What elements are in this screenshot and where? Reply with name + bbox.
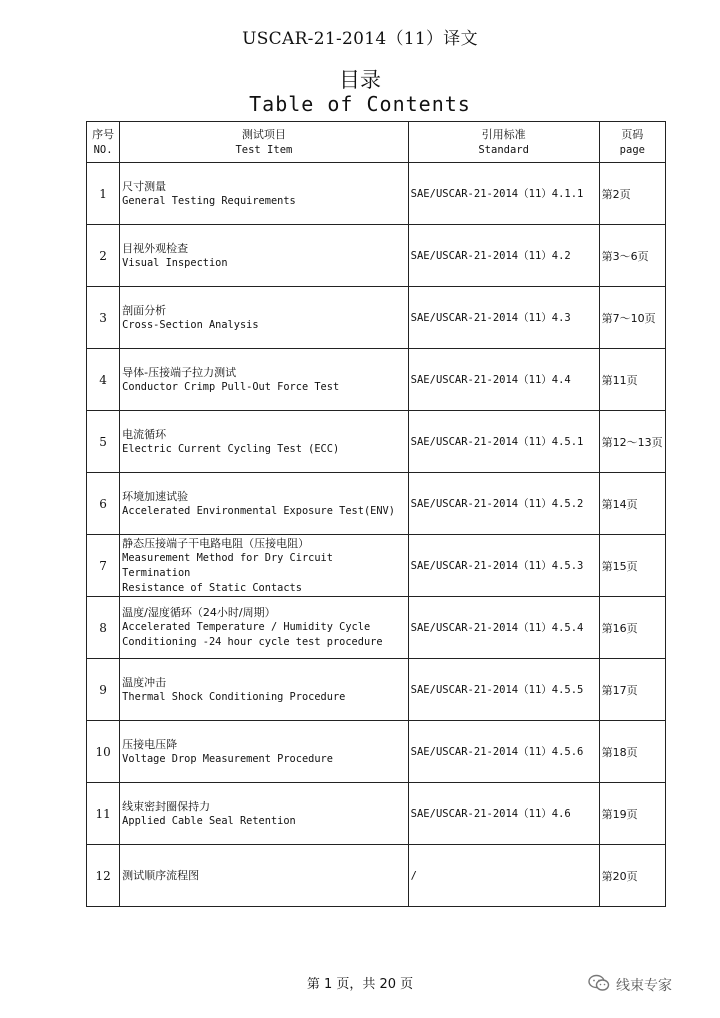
test-item-cn: 导体-压接端子拉力测试: [122, 365, 237, 379]
column-header-en: page: [619, 143, 645, 156]
page-reference: 第16页: [599, 597, 665, 659]
document-header: USCAR-21-2014（11）译文: [242, 29, 478, 49]
wechat-icon: [588, 974, 610, 996]
test-item-en: Visual Inspection: [122, 256, 228, 269]
test-item-en: Cross-Section Analysis: [122, 318, 259, 331]
toc-title-en: Table of Contents: [249, 92, 471, 116]
column-header-en: NO.: [93, 143, 113, 156]
page-reference: 第17页: [599, 659, 665, 721]
toc-header-row: [87, 122, 666, 163]
row-number: 5: [87, 411, 120, 473]
column-header-en: Test Item: [235, 143, 293, 156]
test-item-cn: 温度冲击: [122, 675, 167, 689]
test-item-cn: 静态压接端子干电路电阻（压接电阻）: [122, 536, 310, 550]
page-reference: 第11页: [599, 349, 665, 411]
column-header-no: [87, 122, 120, 163]
column-header-cn: 序号: [92, 127, 115, 141]
toc-row: [87, 163, 666, 225]
page-reference: 第14页: [599, 473, 665, 535]
row-number: 11: [87, 783, 120, 845]
page-reference: 第19页: [599, 783, 665, 845]
test-item-cn: 电流循环: [122, 427, 167, 441]
standard-reference: SAE/USCAR-21-2014（11）4.5.2: [408, 473, 599, 535]
row-number: 8: [87, 597, 120, 659]
toc-row: [87, 349, 666, 411]
test-item-en: Voltage Drop Measurement Procedure: [122, 752, 333, 765]
standard-reference: SAE/USCAR-21-2014（11）4.6: [408, 783, 599, 845]
column-header-en: Standard: [478, 143, 529, 156]
test-item-cn: 线束密封圈保持力: [122, 799, 211, 813]
watermark-label: 线束专家: [616, 978, 672, 994]
test-item-cell: [120, 411, 408, 473]
row-number: 3: [87, 287, 120, 349]
watermark: [588, 974, 672, 996]
standard-reference: SAE/USCAR-21-2014（11）4.4: [408, 349, 599, 411]
test-item-cell: [120, 597, 408, 659]
test-item-cell: [120, 659, 408, 721]
standard-reference: SAE/USCAR-21-2014（11）4.1.1: [408, 163, 599, 225]
page-reference: 第2页: [599, 163, 665, 225]
page-reference: 第20页: [599, 845, 665, 907]
column-header-cn: 页码: [621, 127, 644, 141]
test-item-cell: [120, 287, 408, 349]
column-header-cn: 引用标准: [481, 127, 526, 141]
test-item-cell: [120, 535, 408, 597]
page-reference: 第15页: [599, 535, 665, 597]
toc-row: [87, 225, 666, 287]
standard-reference: SAE/USCAR-21-2014（11）4.5.1: [408, 411, 599, 473]
standard-reference: SAE/USCAR-21-2014（11）4.5.4: [408, 597, 599, 659]
standard-reference: SAE/USCAR-21-2014（11）4.5.3: [408, 535, 599, 597]
row-number: 1: [87, 163, 120, 225]
test-item-cn: 压接电压降: [122, 737, 178, 751]
test-item-en: Electric Current Cycling Test (ECC): [122, 442, 340, 455]
test-item-cn: 测试顺序流程图: [122, 869, 200, 882]
page-reference: 第3～6页: [599, 225, 665, 287]
test-item-en: Measurement Method for Dry Circuit Termination Resistance of Static Contacts: [122, 551, 333, 594]
test-item-en: Thermal Shock Conditioning Procedure: [122, 690, 346, 703]
test-item-cell: [120, 783, 408, 845]
test-item-cn: 环境加速试验: [122, 489, 189, 503]
test-item-en: Conductor Crimp Pull-Out Force Test: [122, 380, 340, 393]
column-header-page: [599, 122, 665, 163]
test-item-en: Accelerated Temperature / Humidity Cycle Conditioning -24 hour cycle test procedure: [122, 621, 383, 648]
toc-row: [87, 535, 666, 597]
test-item-cn: 尺寸测量: [122, 179, 167, 193]
toc-row: [87, 783, 666, 845]
test-item-en: Accelerated Environmental Exposure Test(ENV): [122, 504, 395, 517]
row-number: 4: [87, 349, 120, 411]
standard-reference: SAE/USCAR-21-2014（11）4.5.5: [408, 659, 599, 721]
toc-row: [87, 845, 666, 907]
column-header-standard: [408, 122, 599, 163]
toc-title-cn: 目录: [339, 68, 381, 92]
page-reference: 第7～10页: [599, 287, 665, 349]
toc-body: [87, 163, 666, 907]
test-item-cn: 温度/湿度循环（24小时/周期）: [122, 606, 276, 619]
test-item-en: General Testing Requirements: [122, 194, 296, 207]
row-number: 12: [87, 845, 120, 907]
standard-reference: SAE/USCAR-21-2014（11）4.2: [408, 225, 599, 287]
test-item-cell: [120, 163, 408, 225]
toc-row: [87, 287, 666, 349]
test-item-cell: [120, 845, 408, 907]
page-indicator: 第 1 页，共 20 页: [306, 977, 414, 992]
toc-row: [87, 721, 666, 783]
row-number: 9: [87, 659, 120, 721]
toc-table: [86, 121, 666, 907]
test-item-cell: [120, 473, 408, 535]
row-number: 10: [87, 721, 120, 783]
column-header-cn: 测试项目: [241, 127, 286, 141]
row-number: 2: [87, 225, 120, 287]
standard-reference: /: [408, 845, 599, 907]
toc-row: [87, 411, 666, 473]
standard-reference: SAE/USCAR-21-2014（11）4.5.6: [408, 721, 599, 783]
test-item-cell: [120, 225, 408, 287]
row-number: 6: [87, 473, 120, 535]
page-reference: 第18页: [599, 721, 665, 783]
test-item-cn: 目视外观检查: [122, 241, 189, 255]
test-item-cell: [120, 721, 408, 783]
test-item-cell: [120, 349, 408, 411]
column-header-item: [120, 122, 408, 163]
toc-row: [87, 597, 666, 659]
test-item-en: Applied Cable Seal Retention: [122, 814, 296, 827]
page-reference: 第12～13页: [599, 411, 665, 473]
standard-reference: SAE/USCAR-21-2014（11）4.3: [408, 287, 599, 349]
row-number: 7: [87, 535, 120, 597]
toc-row: [87, 473, 666, 535]
test-item-cn: 剖面分析: [122, 303, 167, 317]
toc-row: [87, 659, 666, 721]
